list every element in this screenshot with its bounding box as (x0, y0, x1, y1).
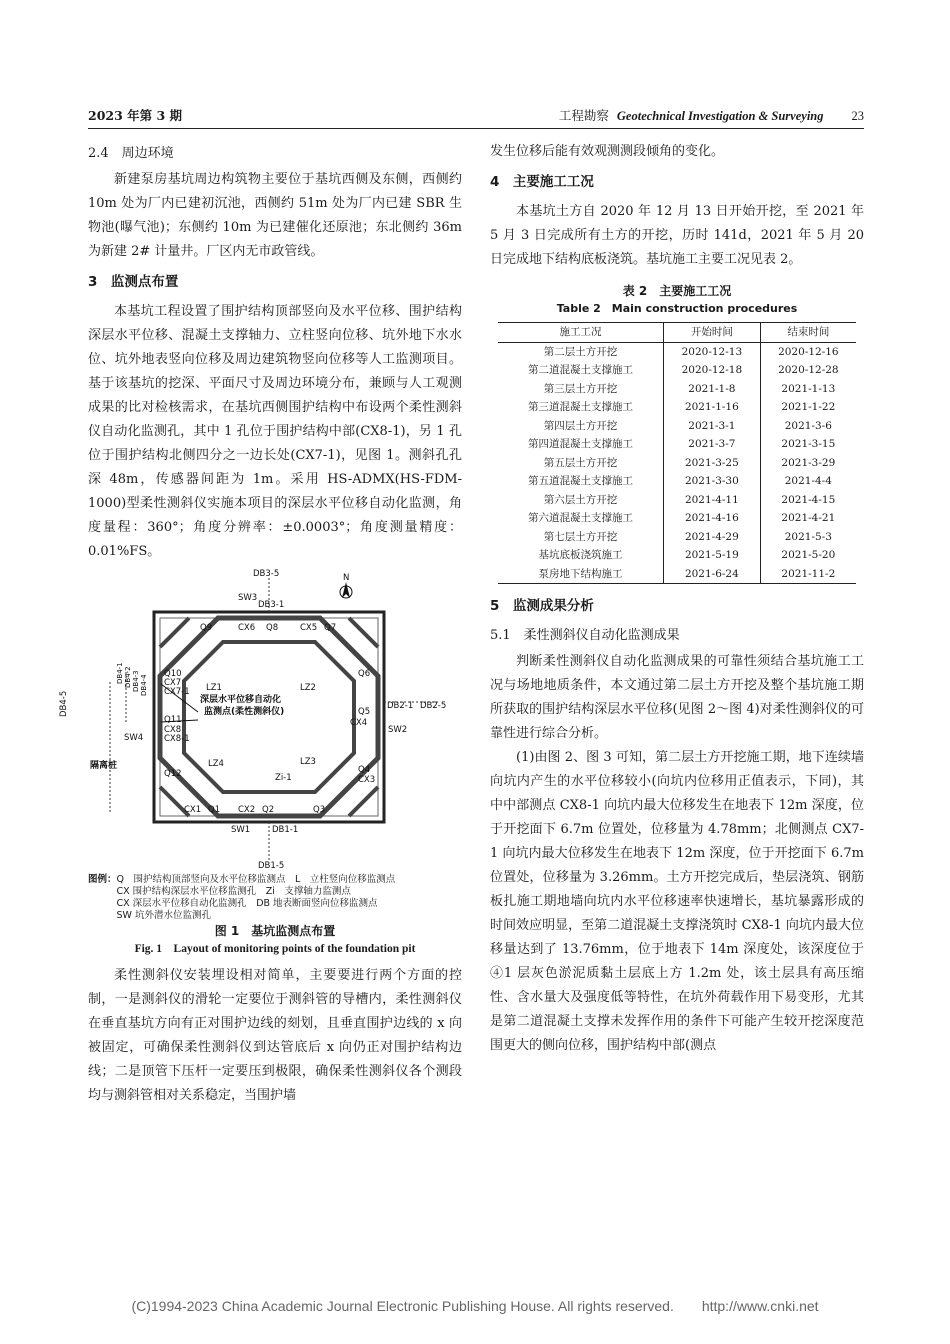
table-2-title: 表 2 主要施工工况 (622, 284, 732, 298)
point-label: LZ4 (208, 759, 224, 769)
point-label: Q1 (208, 805, 221, 815)
table-cell: 第六道混凝土支撑施工 (528, 512, 634, 525)
figure-1-legend (88, 874, 462, 922)
continued-paragraph: 发生位移后能有效观测测段倾角的变化。 (490, 144, 725, 159)
journal-title (559, 106, 864, 124)
point-label: CX3 (358, 775, 376, 785)
point-label: DB1-5 (258, 861, 285, 871)
header-rule (88, 128, 864, 129)
table-cell: 2021-4-15 (760, 491, 856, 510)
section-4-paragraph: 本基坑土方自 2020 年 12 月 13 日开始开挖，至 2021 年 5 月 3 日完成所有土方的开挖，历时 141d，2021 年 5 月 20 日完成地下结构底板浇筑。基坑施工主要工况见表 2。 (490, 204, 864, 267)
point-label: SW2 (388, 725, 408, 735)
legend-row (88, 910, 462, 922)
ring-strut-inner (184, 642, 354, 792)
point-label: SW3 (238, 593, 258, 603)
table-row (498, 491, 856, 510)
table-row (498, 472, 856, 491)
table-cell: 第五层土方开挖 (543, 456, 618, 469)
table-cell: 2021-3-25 (664, 454, 761, 473)
corner-brace (349, 618, 378, 647)
point-label: SW4 (124, 733, 144, 743)
legend-row (88, 874, 462, 886)
table-cell: 2021-5-3 (760, 528, 856, 547)
table-cell: 2021-3-6 (760, 417, 856, 436)
table-row (498, 565, 856, 584)
section-3-title: 3 监测点布置 (88, 274, 179, 290)
journal-title-en: Geotechnical Investigation & Surveying (616, 109, 824, 123)
table-cell: 第四道混凝土支撑施工 (528, 438, 634, 451)
section-5-1-paragraph-1: 判断柔性测斜仪自动化监测成果的可靠性须结合基坑施工工况与场地地质条件，本文通过第二层土方开挖及整个基坑施工期所获取的围护结构深层水平位移(见图 2～图 4)对柔性测斜仪的可靠性进行综合分析。 (490, 654, 864, 741)
legend-item: L 立柱竖向位移监测点 (295, 874, 396, 885)
point-label: CX1 (184, 805, 202, 815)
legend-prefix: 图例： (88, 874, 117, 885)
table-row (498, 398, 856, 417)
legend-item: CX 深层水平位移自动化监测孔 (116, 898, 247, 909)
column-header: 施工工况 (498, 323, 664, 343)
section-2-4-title: 2.4 周边环境 (88, 146, 174, 161)
point-label: Q2 (262, 805, 275, 815)
point-label: DB4-5 (59, 690, 69, 717)
table-row (498, 546, 856, 565)
point-label: DB4-2 (124, 666, 132, 688)
table-2-title-en: Table 2 Main construction procedures (556, 302, 798, 315)
point-label: SW1 (231, 825, 251, 835)
point-label: CX8-1 (164, 734, 190, 744)
section-5-1-title: 5.1 柔性测斜仪自动化监测成果 (490, 628, 680, 643)
figure-1-caption: 图 1 基坑监测点布置 (214, 924, 336, 938)
point-label: DB4-1 (116, 662, 124, 684)
point-label: CX7 (164, 678, 182, 688)
column-header: 开始时间 (664, 323, 761, 343)
point-label: DB2-1 (387, 701, 414, 711)
point-label: Q12 (164, 769, 182, 779)
table-row (498, 342, 856, 361)
point-label: DB4-4 (140, 674, 148, 696)
point-label: DB2-5 (420, 701, 447, 711)
point-label: CX8 (164, 725, 182, 735)
column-header: 结束时间 (760, 323, 856, 343)
table-cell: 2021-5-20 (760, 546, 856, 565)
table-row (498, 417, 856, 436)
legend-item: Q 围护结构顶部竖向及水平位移监测点 (116, 874, 286, 885)
callout-line-2: 监测点(柔性测斜仪) (204, 707, 285, 717)
point-label: CX4 (350, 718, 368, 728)
table-cell: 第七层土方开挖 (543, 530, 618, 543)
callout-line-1: 深层水平位移自动化 (200, 695, 282, 705)
legend-item: CX 围护结构深层水平位移监测孔 (116, 886, 257, 897)
left-column (59, 140, 462, 1108)
table-row (498, 528, 856, 547)
table-cell: 第五道混凝土支撑施工 (528, 475, 634, 488)
north-arrow-head-icon (342, 582, 350, 598)
point-label: DB4-3 (132, 670, 140, 692)
table-cell: 第六层土方开挖 (543, 493, 618, 506)
point-label: LZ3 (300, 757, 316, 767)
table-row (498, 380, 856, 399)
table-cell: 2021-4-21 (760, 509, 856, 528)
issue-label: 2023 年第 3 期 (88, 108, 183, 123)
paragraph-after-figure: 柔性测斜仪安装埋设相对简单，主要要进行两个方面的控制，一是测斜仪的滑轮一定要位于测斜管的导槽内，柔性测斜仪在垂直基坑方向有正对围护边线的刻划，且垂直围护边线的 x 向被固定，可确保柔性测斜仪到达管底后 x 向仍正对围护结构边线；二是顶管下压杆一定要压到极限，确保柔性测斜仪各个测段均与测斜管相对关系稳定，当围护墙 (88, 968, 462, 1103)
page-number: 23 (851, 109, 864, 123)
table-cell: 2021-1-8 (664, 380, 761, 399)
table-cell: 2021-3-30 (664, 472, 761, 491)
table-cell: 2021-3-1 (664, 417, 761, 436)
pit-inner-outline (160, 618, 378, 816)
table-cell: 2021-11-2 (760, 565, 856, 584)
corner-brace (349, 787, 378, 816)
legend-row (88, 886, 462, 898)
copyright-footer: (C)1994-2023 China Academic Journal Electronic Publishing House. All rights reserved. http://www.cnki.net (131, 1298, 819, 1314)
table-cell: 2021-1-16 (664, 398, 761, 417)
section-5-1-paragraph-2: (1)由图 2、图 3 可知，第二层土方开挖施工期，地下连续墙向坑内产生的水平位移较小(向坑内位移用正值表示，下同)，其中中部测点 CX8-1 向坑内最大位移发生在地表下 12m 深度，位于开挖面下 6.7m 位置处，位移量为 4.78mm；北侧测点 CX7-1 向坑内最大位移发生在地表下 12m 深度，位于开挖面下 6.7m 位置处，位移量为 3.26mm。土方开挖完成后，垫层浇筑、钢筋板扎施工期地墙向坑内水平位移速率快速增长，基坑暴露形成的时间效应明显，至第二道混凝土支撑浇筑时 CX8-1 向坑内最大位移量达到了 13.76mm，位于地表下 14m 深度处，该深度位于④1 层灰色淤泥质黏土层底上方 1.2m 处，该土层具有高压缩性、含水量大及强度低等特性，在坑外荷载作用下易变形，尤其是第二道混凝土支撑未发挥作用的条件下可能产生较开挖深度范围更大的侧向位移，围护结构中部(测点 (490, 750, 864, 1053)
point-label: CX5 (300, 623, 318, 633)
point-label: Zi-1 (275, 773, 292, 783)
table-cell: 2021-4-4 (760, 472, 856, 491)
table-row (498, 435, 856, 454)
point-label: Q9 (200, 623, 213, 633)
point-label: LZ2 (300, 683, 316, 693)
figure-1-caption-en: Fig. 1 Layout of monitoring points of the foundation pit (134, 943, 416, 955)
point-label: Q10 (164, 669, 182, 679)
table-cell: 2021-3-15 (760, 435, 856, 454)
point-label: Q5 (358, 707, 371, 717)
ring-strut-outer (160, 618, 378, 816)
table-cell: 第二道混凝土支撑施工 (528, 364, 634, 377)
table-cell: 2021-4-29 (664, 528, 761, 547)
table-body (498, 342, 856, 584)
journal-title-cn: 工程勘察 (558, 108, 609, 123)
table-cell: 2020-12-13 (664, 342, 761, 361)
legend-row (88, 898, 462, 910)
table-cell: 2020-12-18 (664, 361, 761, 380)
table-cell: 2021-1-22 (760, 398, 856, 417)
right-column (490, 140, 864, 1058)
table-cell: 泵房地下结构施工 (498, 565, 664, 584)
point-label: Q8 (266, 623, 279, 633)
legend-item: SW 坑外潜水位监测孔 (116, 910, 211, 921)
section-5-title: 5 监测成果分析 (490, 598, 594, 614)
table-cell: 2021-3-7 (664, 435, 761, 454)
table-cell: 2021-5-19 (664, 546, 761, 565)
running-header (88, 106, 864, 126)
point-label: Q4 (358, 765, 371, 775)
table-cell: 2021-4-16 (664, 509, 761, 528)
table-row (498, 361, 856, 380)
point-label: DB1-1 (272, 825, 299, 835)
point-label: Q11 (164, 715, 182, 725)
figure-1 (59, 569, 462, 872)
section-3-paragraph: 本基坑工程设置了围护结构顶部竖向及水平位移、围护结构深层水平位移、混凝土支撑轴力、立柱竖向位移、坑外地下水水位、坑外地表竖向位移及周边建筑物竖向位移等人工监测项目。基于该基坑的挖深、平面尺寸及周边环境分布，兼顾与人工观测成果的比对检核需求，在基坑西侧围护结构中布设两个柔性测斜仪自动化监测孔，其中 1 孔位于围护结构中部(CX8-1)，另 1 孔位于围护结构北侧四分之一边长处(CX7-1)，见图 1。测斜孔孔深 48m，传感器间距为 1m。采用 HS-ADMX(HS-FDM-1000)型柔性测斜仪实施本项目的深层水平位移自动化监测，角度量程：360°；角度分辨率：±0.0003°；角度测量精度：0.01%FS。 (88, 304, 462, 559)
point-label: CX2 (238, 805, 256, 815)
north-label: N (343, 573, 350, 583)
table-cell: 2021-4-11 (664, 491, 761, 510)
isolation-pile-label: 隔离桩 (90, 761, 118, 771)
table-cell: 基坑底板浇筑施工 (538, 549, 623, 562)
table-cell: 2021-6-24 (664, 565, 761, 584)
point-label: DB3-1 (258, 600, 285, 610)
table-row (498, 454, 856, 473)
table-cell: 第三层土方开挖 (543, 382, 618, 395)
point-label: Q6 (358, 669, 371, 679)
table-cell: 第四层土方开挖 (543, 419, 618, 432)
table-cell: 第三道混凝土支撑施工 (528, 401, 634, 414)
legend-item: DB 地表断面竖向位移监测点 (256, 898, 378, 909)
section-2-4-paragraph: 新建泵房基坑周边构筑物主要位于基坑西侧及东侧，西侧约 10m 处为厂内已建初沉池，西侧约 51m 处为厂内已建 SBR 生物池(曝气池)；东侧约 10m 为已建催化还原池；东北侧约 36m 为新建 2# 计量井。厂区内无市政管线。 (88, 172, 462, 259)
point-label: Q7 (324, 623, 337, 633)
section-4-title: 4 主要施工工况 (490, 174, 594, 190)
table-cell: 2021-1-13 (760, 380, 856, 399)
corner-brace (160, 618, 189, 647)
legend-item: Zi 支撑轴力监测点 (265, 886, 351, 897)
table-2 (498, 322, 856, 584)
table-cell: 第二层土方开挖 (543, 345, 618, 358)
point-label: CX7-1 (164, 687, 190, 697)
point-label: Q3 (313, 805, 326, 815)
table-cell: 2020-12-16 (760, 342, 856, 361)
point-label: DB3-5 (253, 569, 280, 579)
point-label: LZ1 (206, 683, 222, 693)
table-header-row (498, 323, 856, 343)
table-row (498, 509, 856, 528)
table-cell: 2021-3-29 (760, 454, 856, 473)
point-label: CX6 (238, 623, 256, 633)
table-cell: 2020-12-28 (760, 361, 856, 380)
monitoring-layout-diagram (59, 569, 462, 872)
